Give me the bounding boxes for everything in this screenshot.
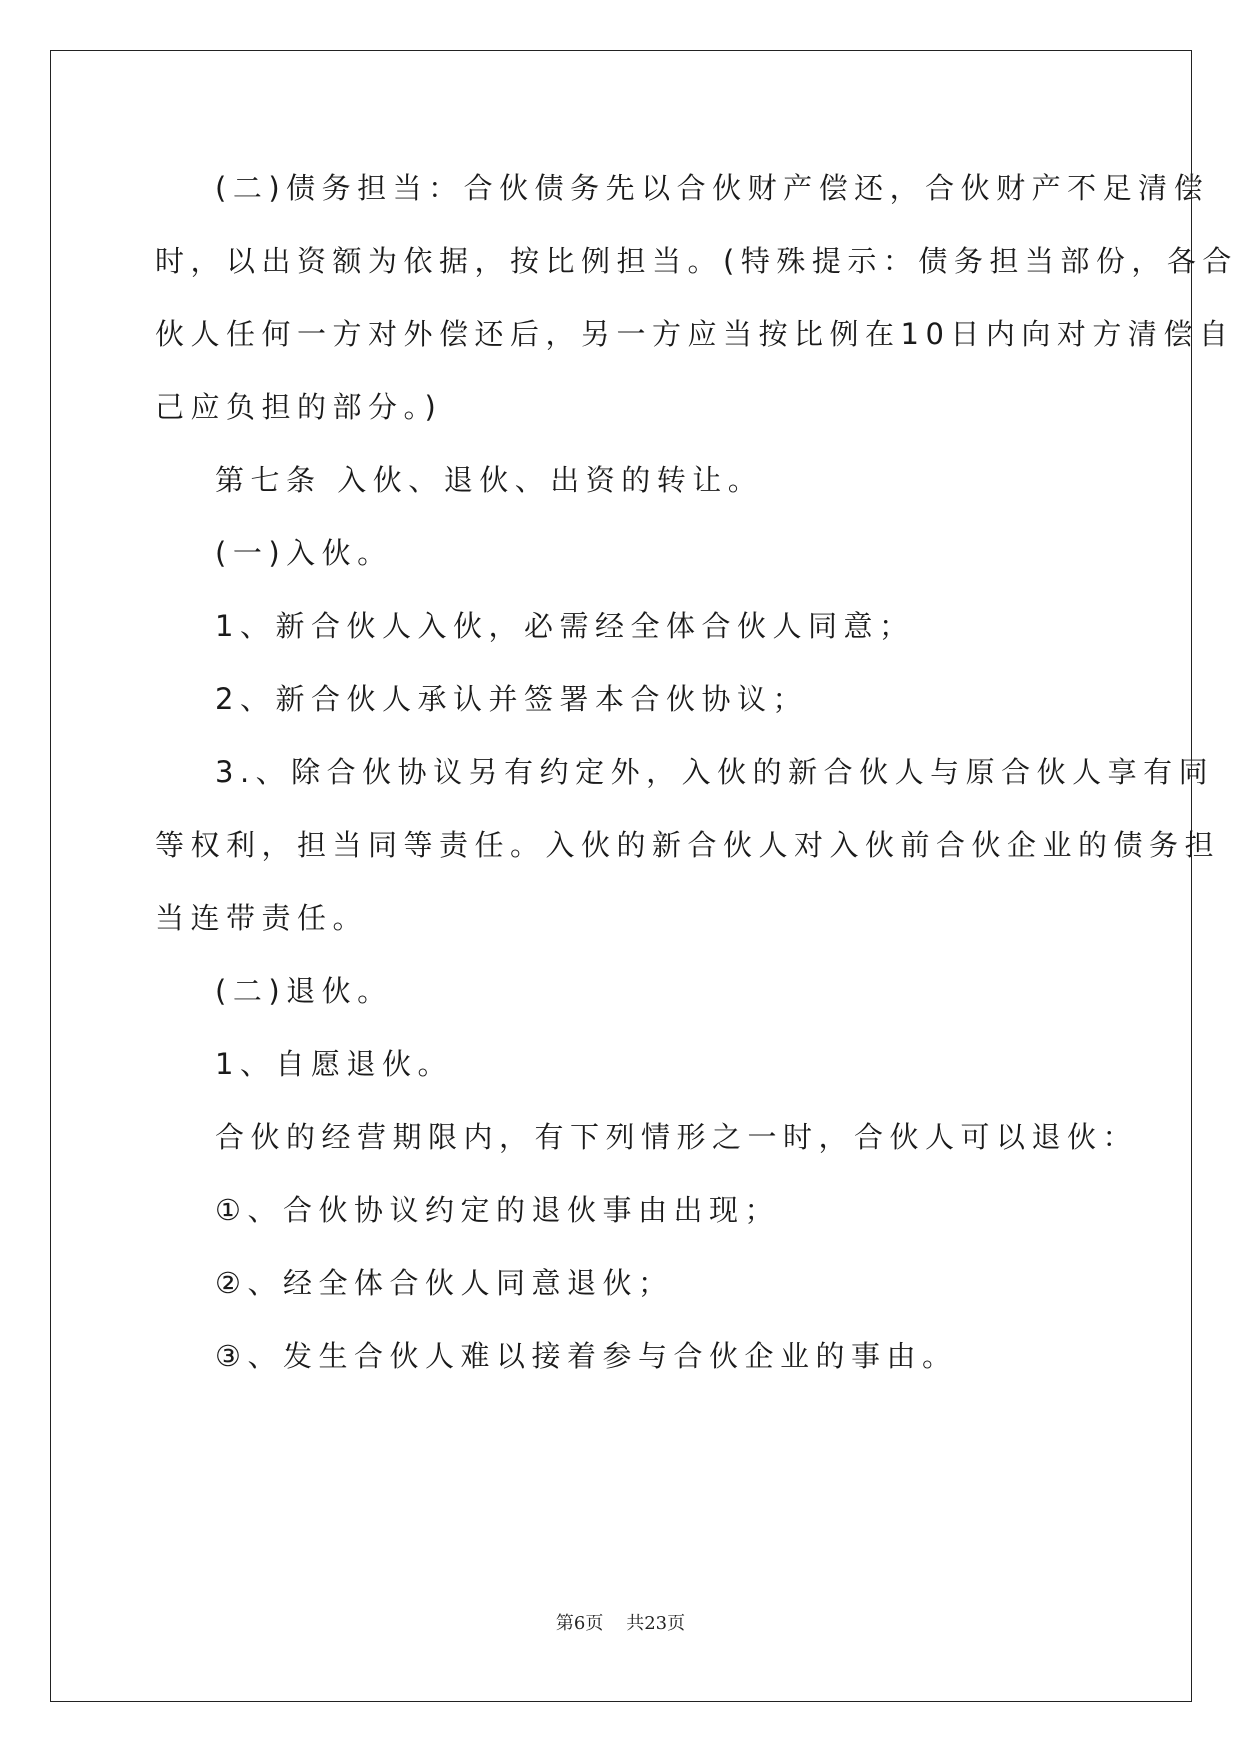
list-item: 3.、除合伙协议另有约定外，入伙的新合伙人与原合伙人享有同 (215, 755, 1215, 789)
paragraph-line: 当连带责任。 (155, 901, 369, 935)
paragraph-line: 伙人任何一方对外偿还后，另一方应当按比例在10日内向对方清偿自 (155, 317, 1235, 351)
page-border (50, 50, 1192, 1702)
list-item: ③、发生合伙人难以接着参与合伙企业的事由。 (215, 1339, 958, 1373)
list-item: 2、新合伙人承认并签署本合伙协议； (215, 682, 808, 716)
subsection-heading: (一)入伙。 (215, 536, 393, 570)
list-item: ①、合伙协议约定的退伙事由出现； (215, 1193, 780, 1227)
page-number: 第6页 共23页 (555, 1613, 686, 1634)
page-footer (0, 1609, 1241, 1635)
paragraph-line: 己应负担的部分。) (155, 390, 443, 424)
list-item: ②、经全体合伙人同意退伙； (215, 1266, 674, 1300)
paragraph-line: 时，以出资额为依据，按比例担当。(特殊提示：债务担当部份，各合 (155, 244, 1238, 278)
paragraph-line: 等权利，担当同等责任。入伙的新合伙人对入伙前合伙企业的债务担 (155, 828, 1221, 862)
list-item: 1、新合伙人入伙，必需经全体合伙人同意； (215, 609, 915, 643)
list-item: 1、自愿退伙。 (215, 1047, 453, 1081)
subsection-heading: (二)退伙。 (215, 974, 393, 1008)
paragraph-line: 合伙的经营期限内，有下列情形之一时，合伙人可以退伙： (215, 1120, 1139, 1154)
paragraph-line: (二)债务担当：合伙债务先以合伙财产偿还，合伙财产不足清偿 (215, 171, 1210, 205)
section-heading: 第七条 入伙、退伙、出资的转让。 (215, 463, 764, 497)
